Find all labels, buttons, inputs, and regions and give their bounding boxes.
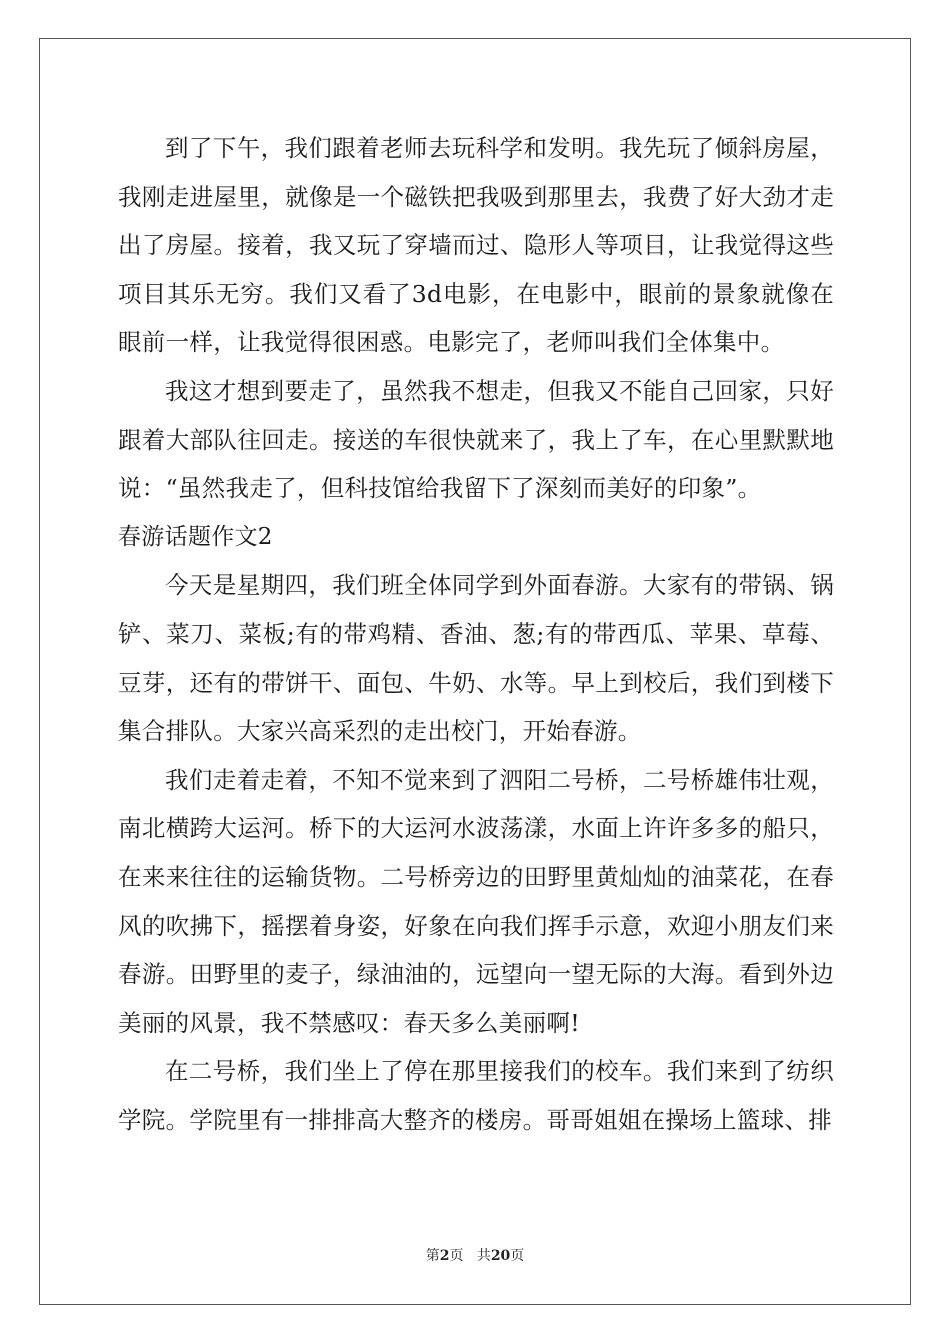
document-body — [118, 124, 834, 1144]
total-suffix: 页 — [510, 1248, 525, 1264]
paragraph: 今天是星期四，我们班全体同学到外面春游。大家有的带锅、锅铲、菜刀、菜板;有的带鸡精、香油、葱;有的带西瓜、苹果、草莓、豆芽，还有的带饼干、面包、牛奶、水等。早上到校后，我们到楼下集合排队。大家兴高采烈的走出校门，开始春游。 — [118, 571, 834, 746]
paragraph: 到了下午，我们跟着老师去玩科学和发明。我先玩了倾斜房屋，我刚走进屋里，就像是一个磁铁把我吸到那里去，我费了好大劲才走出了房屋。接着，我又玩了穿墙而过、隐形人等项目，让我觉得这些项目其乐无穷。我们又看了3d电影，在电影中，眼前的景象就像在眼前一样，让我觉得很困惑。电影完了，老师叫我们全体集中。 — [118, 134, 834, 357]
paragraph: 我们走着走着，不知不觉来到了泗阳二号桥，二号桥雄伟壮观，南北横跨大运河。桥下的大运河水波荡漾，水面上许许多多的船只，在来来往往的运输货物。二号桥旁边的田野里黄灿灿的油菜花，在春风的吹拂下，摇摆着身姿，好象在向我们挥手示意，欢迎小朋友们来春游。田野里的麦子，绿油油的，远望向一望无际的大海。看到外边美丽的风景，我不禁感叹：春天多么美丽啊! — [118, 765, 834, 1037]
page-footer — [0, 1245, 950, 1265]
total-prefix: 共 — [476, 1248, 491, 1264]
page-prefix: 第 — [425, 1248, 440, 1264]
section-heading: 春游话题作文2 — [118, 523, 273, 550]
total-pages: 20 — [490, 1248, 511, 1264]
page-number: 2 — [439, 1248, 450, 1264]
page-suffix: 页 — [449, 1248, 464, 1264]
paragraph: 在二号桥，我们坐上了停在那里接我们的校车。我们来到了纺织学院。学院里有一排排高大整齐的楼房。哥哥姐姐在操场上篮球、排 — [118, 1057, 834, 1134]
paragraph: 我这才想到要走了，虽然我不想走，但我又不能自己回家，只好跟着大部队往回走。接送的车很快就来了，我上了车，在心里默默地说：“虽然我走了，但科技馆给我留下了深刻而美好的印象”。 — [118, 376, 834, 503]
